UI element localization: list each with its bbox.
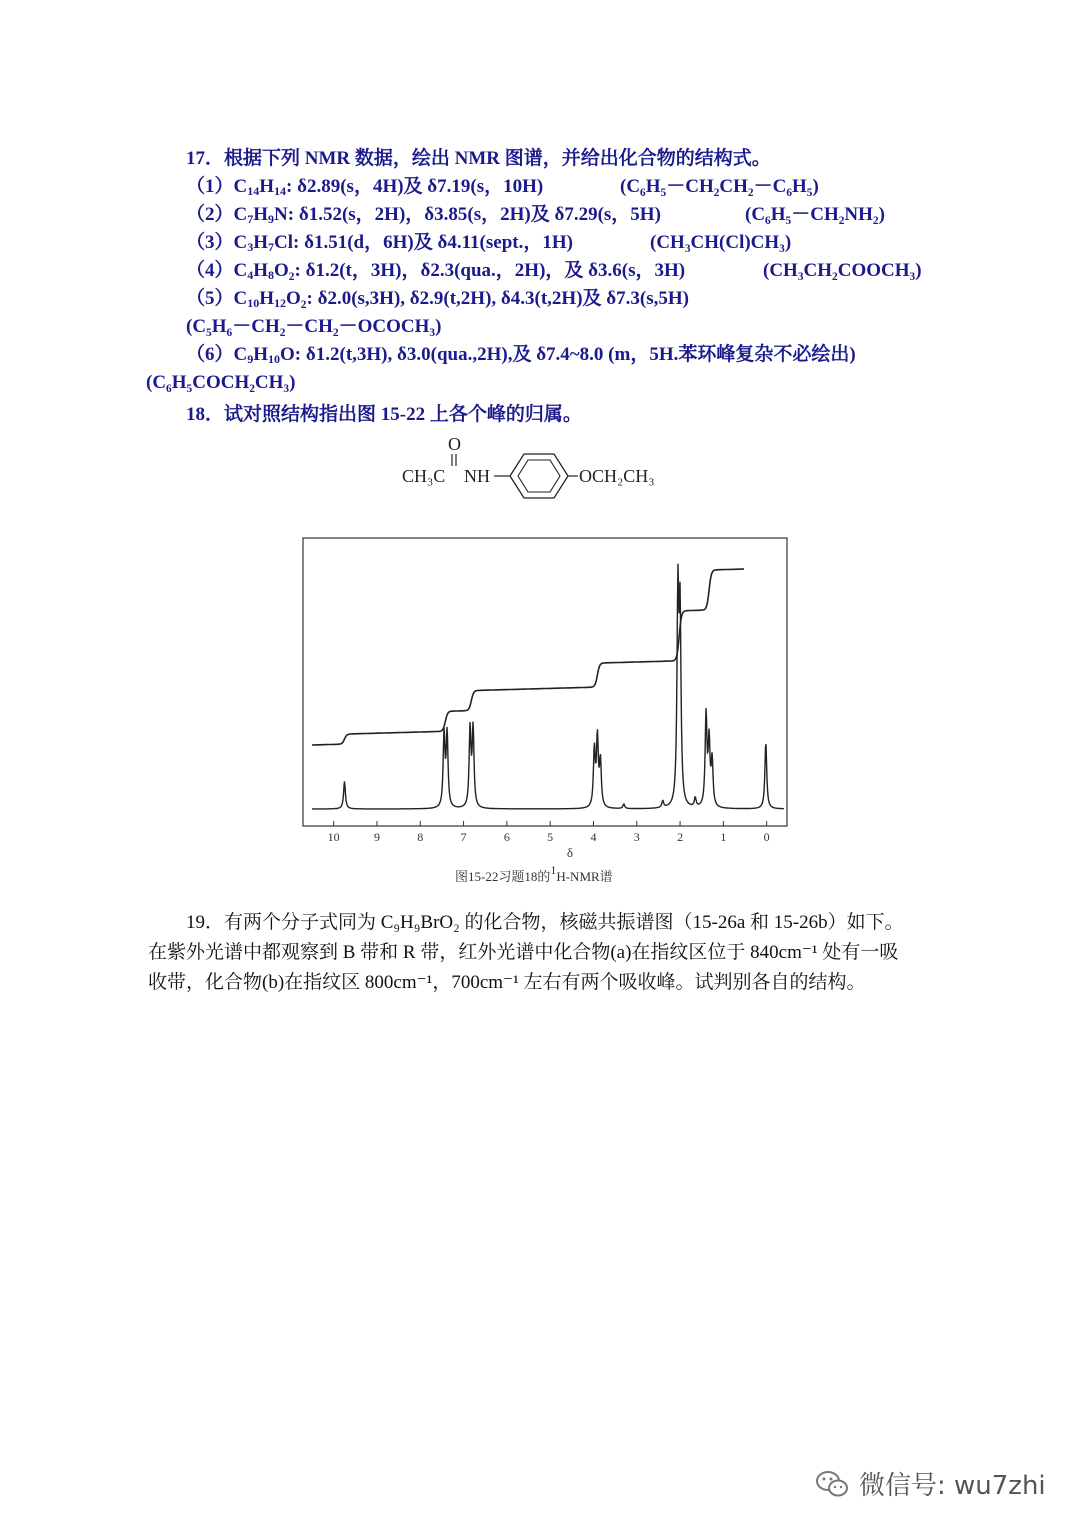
formula-part: （2） [186,204,234,225]
formula-part: O₂: [274,260,301,281]
nmr-data: δ2.89(s，4H)及 δ7.19(s，10H) [292,176,544,197]
formula-part: : [286,176,293,197]
formula-part: H [259,176,275,197]
benzene-ring [510,454,568,498]
formula-part: 12 [274,296,287,310]
formula-part: C [233,232,248,253]
acetyl-group: CH₃C [402,466,446,486]
wechat-watermark [815,1465,1046,1502]
x-tick-label: 2 [677,830,684,844]
structure-answer: (C₅H₆－CH₂－CH₂－OCOCH₃) [186,316,442,337]
q17-item [186,202,661,228]
nh-group: NH [464,466,490,486]
carbonyl-oxygen: O [448,434,461,454]
ethoxy-group: OCH₂CH₃ [579,466,655,486]
formula-part: C [233,204,248,225]
nmr-spectrum-chart [300,535,790,890]
q17-item [186,342,856,368]
q17-item [186,174,543,200]
structure-answer: (C₆H₅COCH₂CH₃) [146,372,296,393]
formula-part: 7 [268,240,275,254]
x-tick-label: 7 [460,830,467,844]
nmr-data: δ1.51(d，6H)及 δ4.11(sept.，1H) [299,232,573,253]
plot-frame [303,538,787,826]
formula-part: H [253,232,269,253]
structure-diagram [402,432,692,502]
formula-part: C [233,344,248,365]
formula-part: N: [274,204,295,225]
q18-title: 18．试对照结构指出图 15-22 上各个峰的归属。 [186,404,582,425]
formula-part: 4 [247,268,254,282]
formula-part: 10 [268,352,281,366]
formula-part: H [253,204,269,225]
formula-part: （5） [186,288,234,309]
x-tick-label: 9 [373,830,380,844]
formula-part: 14 [274,184,287,198]
formula-part: O: [280,344,302,365]
figure-caption [455,863,613,885]
caption-superscript: 1 [550,863,557,877]
formula-part: 14 [247,184,260,198]
formula-part: H [253,344,269,365]
formula-part: H [259,288,275,309]
formula-part: Cl: [274,232,300,253]
formula-part: 3 [247,240,254,254]
structure-answer: (CH₃CH(Cl)CH₃) [650,232,792,253]
q17-item [186,286,689,312]
nmr-data: δ1.52(s，2H)，δ3.85(s，2H)及 δ7.29(s，5H) [294,204,661,225]
formula-part: 10 [247,296,260,310]
q17-item [186,230,573,256]
q19-line-3: 收带，化合物(b)在指纹区 800cm⁻¹，700cm⁻¹ 左右有两个吸收峰。试判别各自的结构。 [148,972,866,993]
caption-suffix: H-NMR谱 [556,869,613,884]
nmr-data: δ1.2(t,3H), δ3.0(qua.,2H),及 δ7.4~8.0 (m，5H.苯环峰复杂不必绘出) [301,344,856,365]
x-tick-label: 6 [503,830,510,844]
x-tick-label: 5 [547,830,554,844]
x-tick-label: 10 [327,830,340,844]
formula-part: （3） [186,232,234,253]
formula-part: 9 [247,352,254,366]
x-tick-label: 8 [417,830,424,844]
x-tick-label: 1 [720,830,727,844]
formula-part: C [233,176,248,197]
formula-part: H [253,260,269,281]
x-tick-label: 3 [633,830,640,844]
nmr-data: δ2.0(s,3H), δ2.9(t,2H), δ4.3(t,2H)及 δ7.3(s,5H) [312,288,689,309]
structure-answer: (CH₃CH₂COOCH₃) [763,260,922,281]
formula-part: （4） [186,260,234,281]
q19-line-2: 在紫外光谱中都观察到 B 带和 R 带，红外光谱中化合物(a)在指纹区位于 840cm⁻¹ 处有一吸 [148,942,899,963]
x-axis-label: δ [566,845,574,860]
formula-part: 9 [268,212,275,226]
formula-part: C [233,288,248,309]
formula-part: O₂: [286,288,313,309]
structure-answer: (C₆H₅－CH₂CH₂－C₆H₅) [620,176,819,197]
nmr-data: δ1.2(t，3H)，δ2.3(qua.，2H)，及 δ3.6(s，3H) [300,260,686,281]
formula-part: 8 [268,268,275,282]
formula-part: 7 [247,212,254,226]
watermark-text: 微信号: wu7zhi [859,1471,1046,1501]
q17-item [186,258,685,284]
structure-answer: (C₆H₅－CH₂NH₂) [745,204,885,225]
formula-part: （6） [186,344,234,365]
formula-part: C [233,260,248,281]
formula-part: （1） [186,176,234,197]
spectrum-trace [312,564,784,809]
wechat-icon [815,1469,849,1499]
x-tick-label: 0 [763,830,770,844]
q19-line-1: 19．有两个分子式同为 C₉H₉BrO₂ 的化合物，核磁共振谱图（15-26a 和 15-26b）如下。 [186,912,904,933]
caption-text: 图15-22习题18的 [455,869,551,884]
q17-title: 17．根据下列 NMR 数据，绘出 NMR 图谱，并给出化合物的结构式。 [186,148,771,169]
x-tick-label: 4 [590,830,597,844]
